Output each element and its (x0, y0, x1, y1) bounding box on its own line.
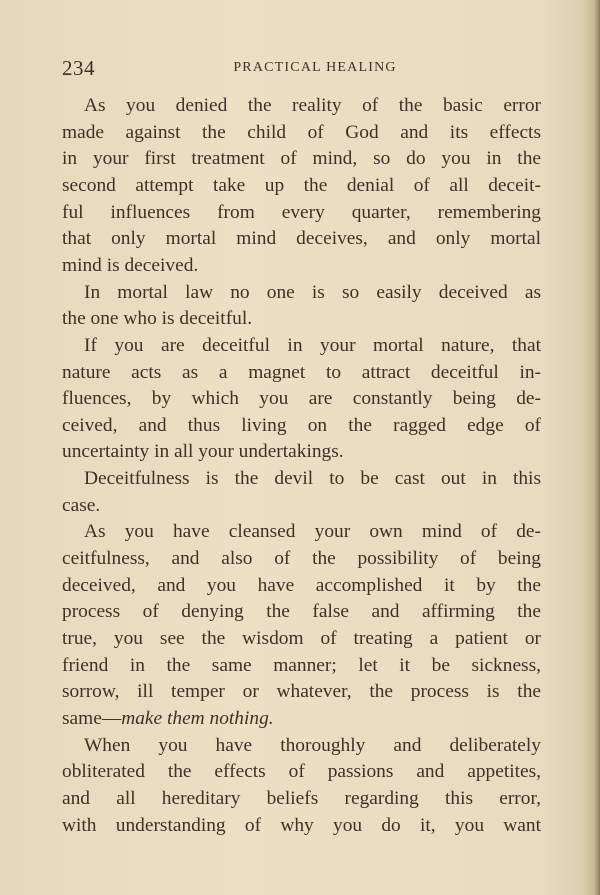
line-text: obliterated the effects of passions and appetites, (62, 761, 541, 783)
text-line (62, 654, 541, 678)
text-line (62, 121, 541, 145)
line-text: same— (62, 707, 122, 729)
text-line (84, 281, 541, 305)
line-text: deceived, and you have accomplished it by the (62, 574, 541, 596)
line-text: In mortal law no one is so easily deceived as (84, 281, 541, 303)
text-line (62, 414, 541, 438)
text-line (62, 547, 541, 571)
text-line (62, 787, 541, 811)
line-text: made against the child of God and its effects (62, 121, 541, 143)
page-number: 234 (62, 56, 95, 80)
line-text: As you have cleansed your own mind of de- (84, 521, 541, 543)
line-text: fluences, by which you are constantly being de- (62, 388, 541, 410)
line-text: ful influences from every quarter, remembering (62, 201, 541, 223)
line-text: As you denied the reality of the basic error (84, 95, 541, 116)
line-text: process of denying the false and affirming the (62, 601, 541, 623)
line-text: sorrow, ill temper or whatever, the process is the (62, 681, 541, 703)
line-text: Deceitfulness is the devil to be cast out in this (84, 468, 541, 490)
line-text: When you have thoroughly and deliberately (84, 734, 541, 756)
line-text: mind is deceived. (62, 254, 199, 276)
line-text: with understanding of why you do it, you want (62, 814, 541, 836)
text-line (84, 334, 541, 358)
text-line (62, 174, 541, 198)
italic-phrase: make them nothing. (121, 707, 274, 729)
line-text: uncertainty in all your undertakings. (62, 441, 344, 463)
text-line (62, 707, 541, 731)
line-text: If you are deceitful in your mortal nature, that (84, 334, 541, 356)
text-line (62, 760, 541, 784)
text-line (62, 440, 541, 464)
text-line (62, 147, 541, 171)
text-line (84, 734, 541, 758)
line-text: in your first treatment of mind, so do you in the (62, 148, 541, 170)
line-text: and all hereditary beliefs regarding this error, (62, 787, 541, 809)
line-text: case. (62, 494, 101, 516)
text-line (62, 680, 541, 704)
text-line (62, 494, 541, 518)
text-line (62, 387, 541, 411)
line-text: that only mortal mind deceives, and only mortal (62, 228, 541, 250)
text-line (84, 94, 541, 118)
line-text: true, you see the wisdom of treating a patient or (62, 628, 541, 649)
text-line (62, 361, 541, 385)
text-line (62, 254, 541, 278)
line-text: ceived, and thus living on the ragged edge of (62, 414, 541, 436)
line-text: the one who is deceitful. (62, 308, 253, 330)
text-line (62, 201, 541, 225)
text-line (84, 520, 541, 544)
text-line (62, 814, 541, 838)
text-line (62, 627, 541, 651)
text-line (62, 227, 541, 251)
line-text: ceitfulness, and also of the possibility of being (62, 548, 541, 570)
line-text: second attempt take up the denial of all deceit- (62, 174, 541, 196)
text-line (84, 467, 541, 491)
line-text: nature acts as a magnet to attract deceitful in- (62, 361, 541, 383)
text-line (62, 600, 541, 624)
text-line (62, 574, 541, 598)
line-text: friend in the same manner; let it be sickness, (62, 654, 541, 676)
text-line (62, 307, 541, 331)
running-title: PRACTICAL HEALING (233, 60, 397, 75)
